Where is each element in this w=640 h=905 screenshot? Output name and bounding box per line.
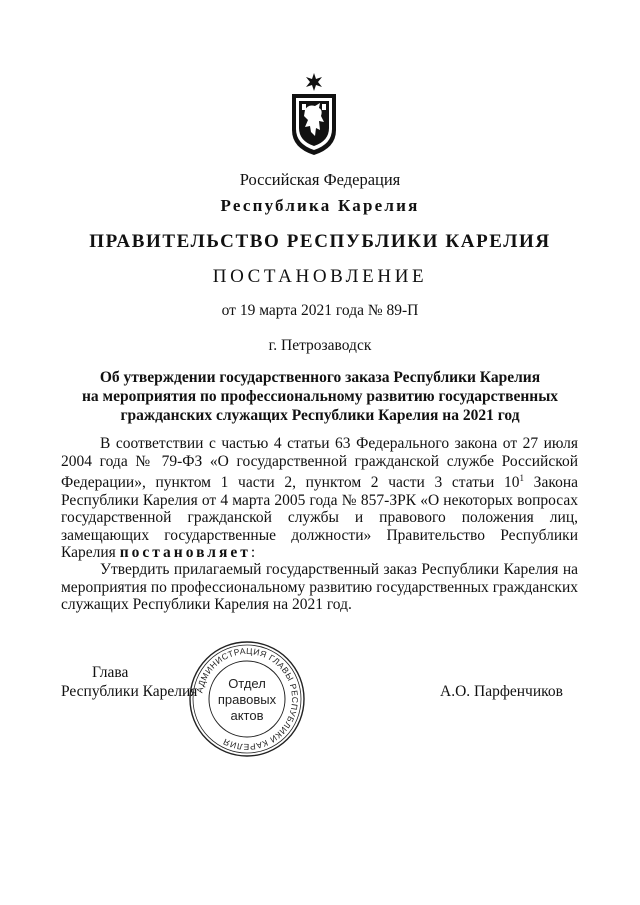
republic-name: Республика Карелия: [220, 196, 420, 215]
body-paragraph-1: [61, 435, 578, 562]
signer-title-line-1: Глава: [92, 664, 129, 681]
document-city: г. Петрозаводск: [268, 337, 372, 354]
document-title: [0, 368, 640, 425]
stamp-line-2: правовых: [217, 692, 277, 707]
stamp-line-3: актов: [230, 708, 264, 723]
para1-text-b: Закона Республики Карелия от 4 марта 2005 года № 857-ЗРК «О некоторых вопросах государственной гражданской службы и правового положения лиц, замещающих государственные должности» Правительство Республики Карелия: [61, 474, 578, 562]
resolves-keyword: постановляет: [119, 544, 251, 562]
title-line-3: гражданских служащих Республики Карелия на 2021 год: [120, 407, 520, 424]
signer-name: А.О. Парфенчиков: [440, 683, 563, 700]
document-type: ПОСТАНОВЛЕНИЕ: [212, 266, 428, 287]
signer-title-line-2: Республики Карелия: [61, 683, 198, 700]
country-name: Российская Федерация: [239, 170, 401, 189]
body-paragraph-2: Утвердить прилагаемый государственный заказ Республики Карелия на мероприятия по профессиональному развитию государственных гражданских служащих Республики Карелия на 2021 год.: [61, 561, 578, 613]
karelia-coat-of-arms-icon: [286, 72, 342, 156]
government-name: ПРАВИТЕЛЬСТВО РЕСПУБЛИКИ КАРЕЛИЯ: [89, 231, 551, 252]
para1-text-a: В соответствии с частью 4 статьи 63 Федерального закона от 27 июля 2004 года № 79-ФЗ «О государственной гражданской службе Российской Федерации», пунктом 1 части 2, пунктом 2 части 3 статьи 10: [61, 435, 578, 492]
para1-superscript: 1: [519, 473, 525, 483]
stamp-line-1: Отдел: [228, 676, 266, 691]
title-line-2: на мероприятия по профессиональному развитию государственных: [81, 388, 559, 405]
document-date: от 19 марта 2021 года № 89-П: [221, 302, 419, 319]
para1-colon: :: [250, 544, 256, 562]
legal-department-stamp: [188, 640, 306, 758]
stamp-ring-text: АДМИНИСТРАЦИЯ ГЛАВЫ РЕСПУБЛИКИ КАРЕЛИЯ: [194, 645, 301, 753]
title-line-1: Об утверждении государственного заказа Республики Карелия: [99, 369, 541, 386]
